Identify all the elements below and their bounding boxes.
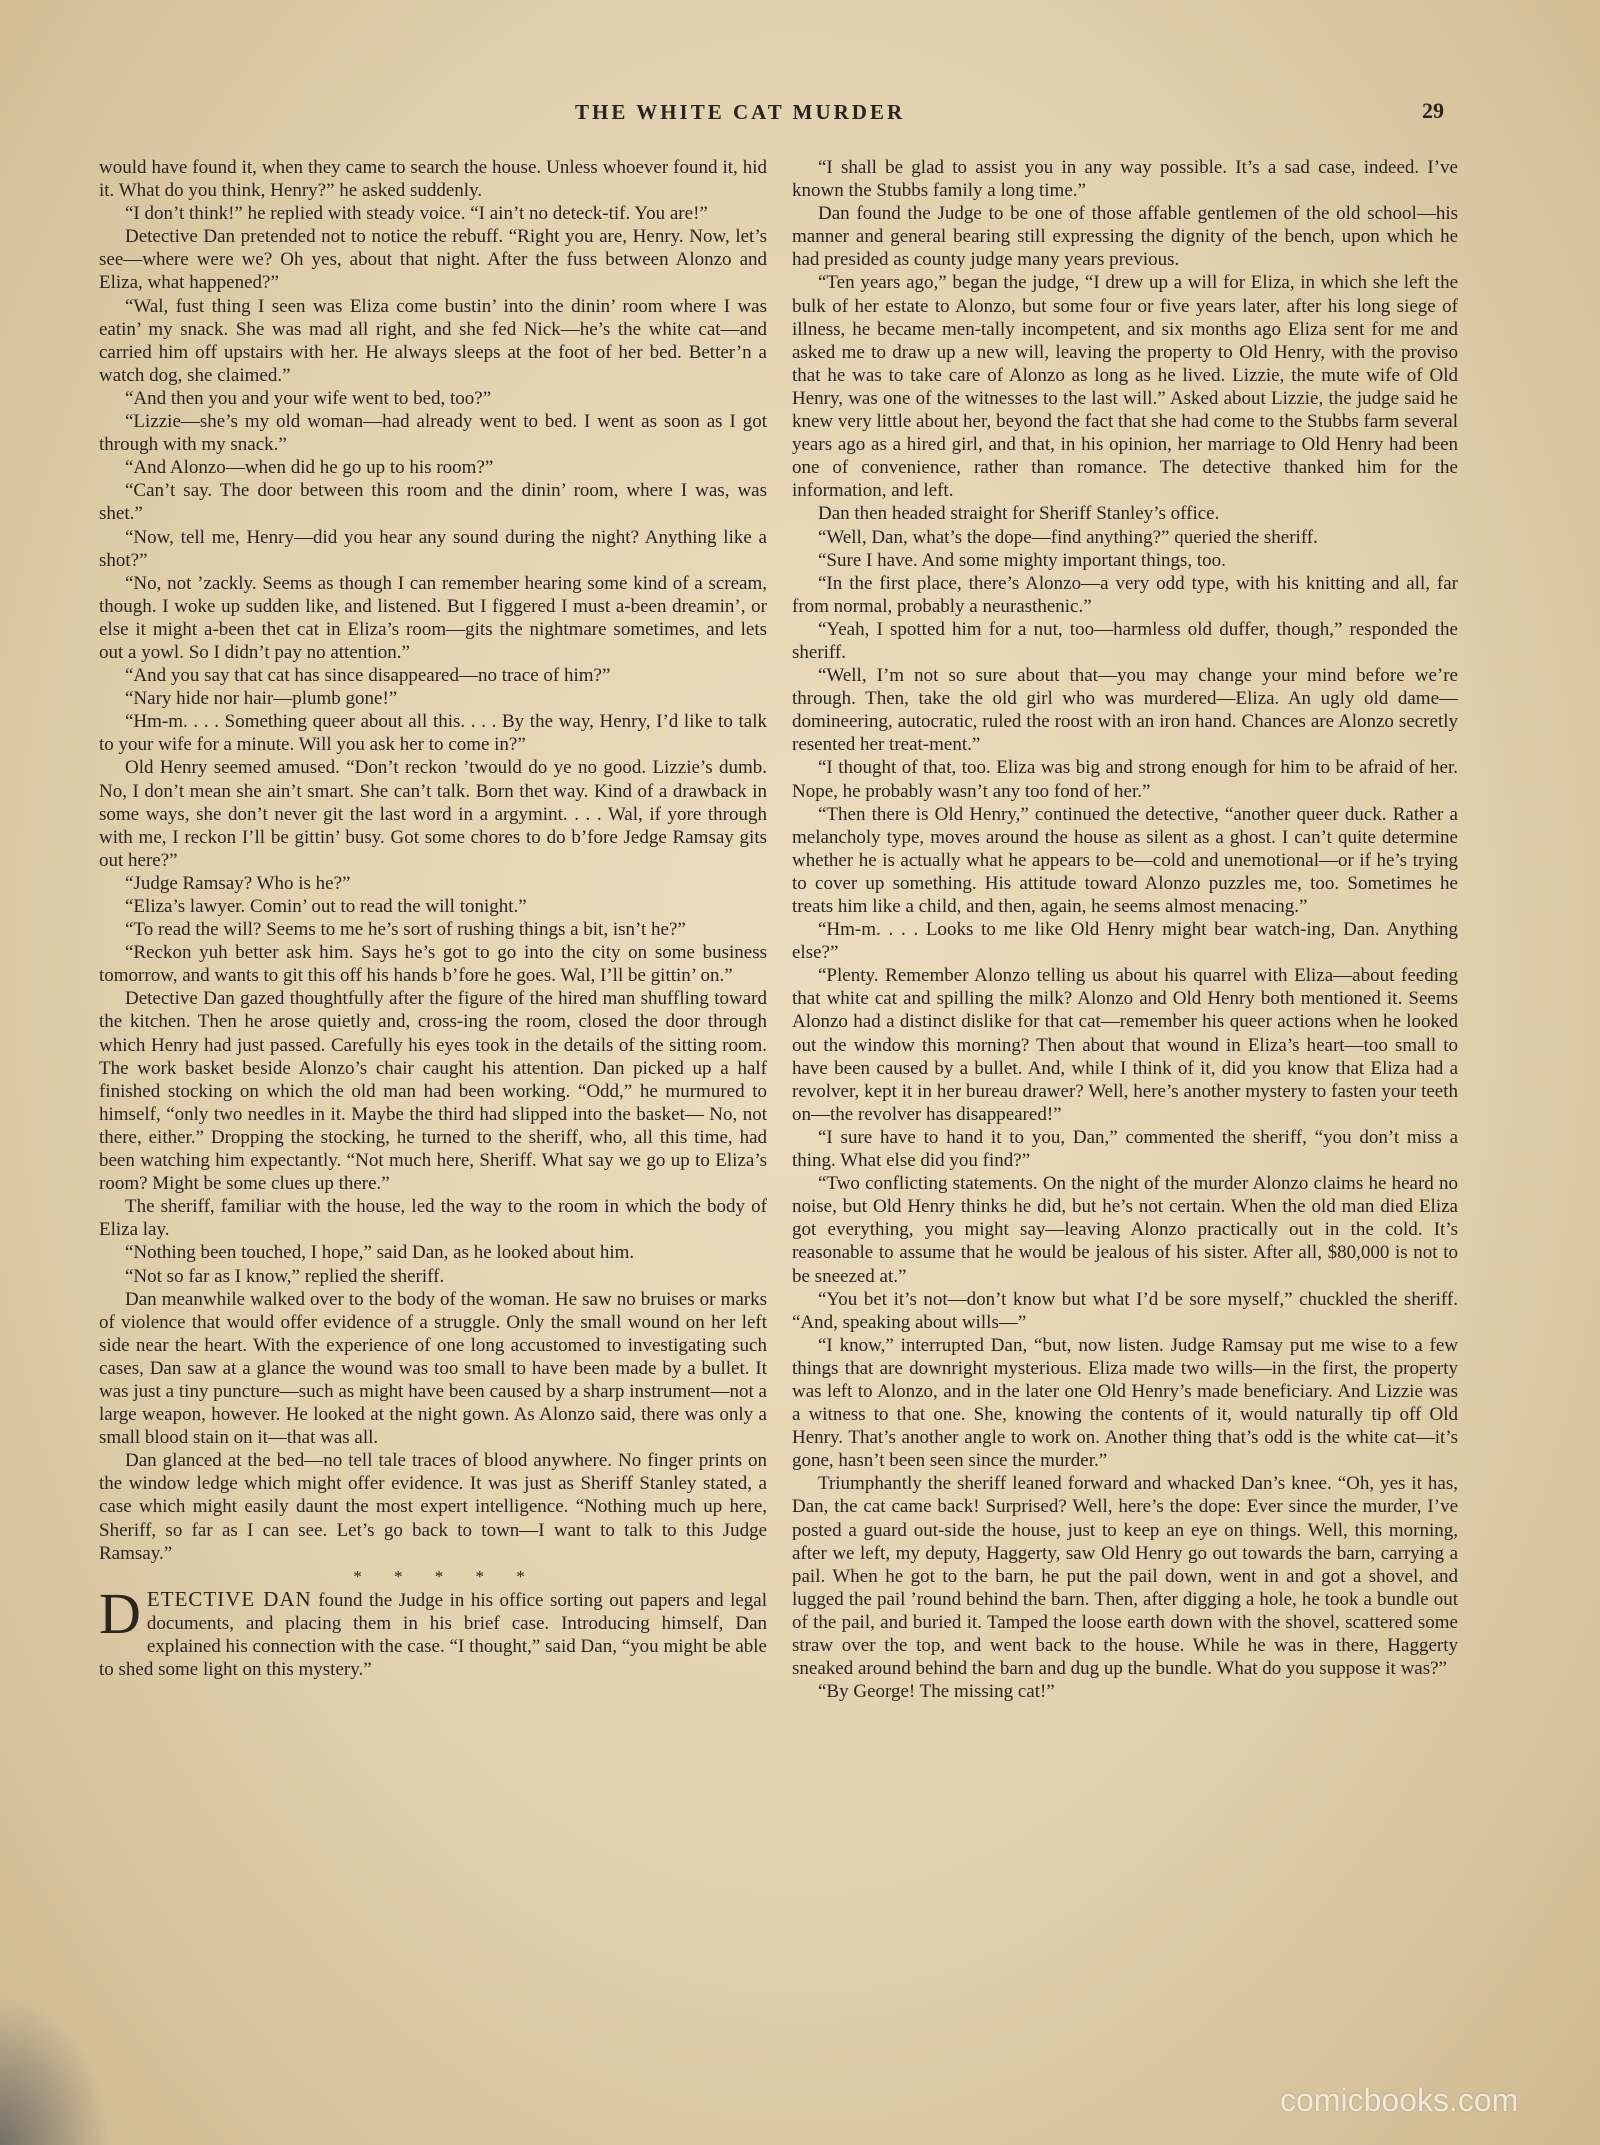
paragraph: “Ten years ago,” began the judge, “I drew up a will for Eliza, in which she left the bulk of her estate to Alonzo, but some four or five years later, after his long siege of illness, he became men-tally incompetent, and six months ago Eliza sent for me and asked me to draw up a new will, leaving the property to Old Henry, with the proviso that he was to take care of Alonzo as long as he lived. Lizzie, the mute wife of Old Henry, was one of the witnesses to the last will.” Asked about Lizzie, the judge said he knew very little about her, beyond the fact that she had come to the Stubbs farm several years ago as a hired girl, and that, in his opinion, her marriage to Old Henry had been one of convenience, rather than romance. The detective thanked him for the information, and left. (792, 272, 1458, 502)
paragraph: “And then you and your wife went to bed, too?” (125, 387, 492, 409)
paragraph: “Not so far as I know,” replied the sheriff. (125, 1265, 445, 1287)
paragraph: “No, not ’zackly. Seems as though I can remember hearing some kind of a scream, though. I woke up sudden like, and listened. But I figgered I must a-been dreamin’, or else it might a-been thet cat in Eliza’s room—gits the nightmare sometimes, and lets out a yowl. So I didn’t pay no attention.” (99, 572, 767, 663)
paragraph: “Hm-m. . . . Something queer about all this. . . . By the way, Henry, I’d like to talk to your wife for a minute. Will you ask her to come in?” (99, 711, 767, 756)
paragraph: Detective Dan pretended not to notice the rebuff. “Right you are, Henry. Now, let’s see—where were we? Oh yes, about that night. After the fuss between Alonzo and Eliza, what happened?” (99, 226, 767, 294)
lead-in-text: ETECTIVE DAN (146, 1586, 312, 1611)
paragraph: “Can’t say. The door between this room and the dinin’ room, where I was, was shet.” (99, 480, 767, 525)
paragraph: “And you say that cat has since disappeared—no trace of him?” (125, 665, 611, 687)
paragraph: “You bet it’s not—don’t know but what I’d be sore myself,” chuckled the sheriff. “And, speaking about wills—” (792, 1288, 1458, 1333)
paragraph: “By George! The missing cat!” (818, 1681, 1055, 1703)
page-edge-shadow (0, 1995, 110, 2145)
paragraph: “I don’t think!” he replied with steady voice. “I ain’t no deteck-tif. You are!” (125, 203, 708, 225)
paragraph: “Eliza’s lawyer. Comin’ out to read the will tonight.” (125, 896, 527, 917)
paragraph: “Now, tell me, Henry—did you hear any sound during the night? Anything like a shot?” (99, 526, 767, 571)
paragraph: would have found it, when they came to search the house. Unless whoever found it, hid it. What do you think, Henry?” he asked suddenly. (99, 157, 767, 202)
paragraph: “Well, I’m not so sure about that—you may change your mind before we’re through. Then, take the old girl who was murdered—Eliza. An ugly old dame—domineering, autocratic, ruled the roost with an iron hand. Chances are Alonzo secretly resented her treat-ment.” (792, 665, 1458, 756)
paragraph: “And Alonzo—when did he go up to his room?” (125, 457, 494, 479)
paragraph: “Hm-m. . . . Looks to me like Old Henry might bear watch-ing, Dan. Anything else?” (792, 919, 1458, 964)
paragraph: “I shall be glad to assist you in any way possible. It’s a sad case, indeed. I’ve known the Stubbs family a long time.” (792, 157, 1458, 202)
watermark: comicbooks.com (1280, 2082, 1519, 2118)
paragraph: “Lizzie—she’s my old woman—had already went to bed. I went as soon as I got through with my snack.” (99, 411, 767, 456)
paragraph: “Nothing been touched, I hope,” said Dan, as he looked about him. (125, 1242, 635, 1264)
paragraph: “Plenty. Remember Alonzo telling us about his quarrel with Eliza—about feeding that white cat and spilling the milk? Alonzo and Old Henry both mentioned it. Seems Alonzo had a distinct dislike for that cat—remember his queer actions when he looked out the window this morning? Then about that wound in Eliza’s heart—too small to have been caused by a bullet. And, while I think of it, did you know that Eliza had a revolver, kept it in her bureau drawer? Well, here’s another mystery to fasten your teeth on—the revolver has disappeared!” (792, 965, 1458, 1125)
section-break: * * * * * (353, 1566, 539, 1586)
paragraph: “I know,” interrupted Dan, “but, now listen. Judge Ramsay put me wise to a few things that are downright mysterious. Eliza made two wills—in the first, the property was left to Alonzo, and in the later one Old Henry’s made beneficiary. And Lizzie was a witness to that one. She, knowing the contents of it, would naturally tip off Old Henry. That’s another angle to work on. Another thing that’s odd is the white cat—it’s gone, hasn’t been seen since the murder.” (792, 1334, 1458, 1472)
paragraph: Dan glanced at the bed—no tell tale traces of blood anywhere. No finger prints on the window ledge which might offer evidence. It was just as Sheriff Stanley stated, a case which might easily daunt the most expert intelligence. “Nothing much up here, Sheriff, so far as I can see. Let’s go back to town—I want to talk to this Judge Ramsay.” (99, 1450, 767, 1564)
paragraph: Dan meanwhile walked over to the body of the woman. He saw no bruises or marks of violence that would offer evidence of a struggle. Only the small wound on her left side near the heart. With the experience of one long accustomed to investigating such cases, Dan saw at a glance the wound was too small to have been made by a bullet. It was just a tiny puncture—such as might have been caused by a sharp instrument—not a large weapon, however. He looked at the night gown. As Alonzo said, there was only a small blood stain on it—that was all. (99, 1288, 767, 1449)
paragraph: Old Henry seemed amused. “Don’t reckon ’twould do ye no good. Lizzie’s dumb. No, I don’t mean she ain’t smart. She can’t talk. Born thet way. Kind of a drawback in some ways, she don’t never git the last word in a argymint. . . . Wal, if yore through with me, I reckon I’ll be gittin’ busy. Got some chores to do b’fore Jedge Ramsay gits out here?” (99, 757, 767, 871)
paragraph: Dan found the Judge to be one of those affable gentlemen of the old school—his manner and general bearing still expressing the dignity of the bench, upon which he had presided as county judge many years previous. (792, 203, 1458, 271)
paragraph: The sheriff, familiar with the house, led the way to the room in which the body of Eliza lay. (99, 1196, 767, 1241)
paragraph: Detective Dan gazed thoughtfully after the figure of the hired man shuffling toward the kitchen. Then he arose quietly and, cross-ing the room, closed the door through which Henry had just passed. Carefully his eyes took in the details of the sitting room. The work basket beside Alonzo’s chair caught his attention. Dan picked up a half finished stocking on which the old man had been working. “Odd,” he murmured to himself, “only two needles in it. Maybe the third had slipped into the basket— No, not there, either.” Dropping the stocking, he turned to the sheriff, who, all this time, had been watching him expectantly. “Not much here, Sheriff. What say we go up to Eliza’s room? Might be some clues up there.” (99, 988, 767, 1195)
paragraph: “Wal, fust thing I seen was Eliza come bustin’ into the dinin’ room where I was eatin’ my snack. She was mad all right, and she fed Nick—he’s the white cat—and carried him off upstairs with her. He always sleeps at the foot of her bed. Better’n a watch dog, she claimed.” (99, 295, 767, 386)
paragraph: “To read the will? Seems to me he’s sort of rushing things a bit, isn’t he?” (125, 919, 686, 941)
paragraph: “Yeah, I spotted him for a nut, too—harmless old duffer, though,” responded the sheriff. (792, 618, 1458, 663)
paragraph: “Sure I have. And some mighty important things, too. (818, 549, 1226, 571)
paragraph: “Judge Ramsay? Who is he?” (125, 872, 351, 894)
paragraph: “In the first place, there’s Alonzo—a very odd type, with his knitting and all, far from normal, probably a neurasthenic.” (792, 572, 1458, 617)
page-number: 29 (1422, 98, 1444, 123)
paragraph: “Then there is Old Henry,” continued the detective, “another queer duck. Rather a melancholy type, moves around the house as silent as a ghost. I can’t quite determine whether he is actually what he appears to be—cold and unemotional—or if he’s trying to cover up something. His attitude toward Alonzo puzzles me, too. Sometimes he treats him like a child, and then, again, he seems almost menacing.” (792, 803, 1458, 917)
paragraph: “I thought of that, too. Eliza was big and strong enough for him to be afraid of her. Nope, he probably wasn’t any too fond of her.” (792, 757, 1458, 802)
paragraph: “Two conflicting statements. On the night of the murder Alonzo claims he heard no noise, but Old Henry thinks he did, but he’s not certain. When the old man died Eliza got everything, you might say—leaving Alonzo practically out in the cold. It’s reasonable to assume that he would be jealous of his sister. After all, $80,000 is not to be sneezed at.” (792, 1173, 1458, 1287)
paragraph: Triumphantly the sheriff leaned forward and whacked Dan’s knee. “Oh, yes it has, Dan, the cat came back! Surprised? Well, here’s the dope: Ever since the murder, I’ve posted a guard out-side the house, just to keep an eye on things. Well, this morning, after we left, my deputy, Haggerty, saw Old Henry go out towards the barn, carrying a pail. When he got to the barn, he put the pail down, went in and got a shovel, and lugged the pail ’round behind the barn. Then, after digging a hole, he took a bundle out of the pail, and buried it. Tamped the loose earth down with the shovel, scattered some straw over the top, and went back to the house. While he was in there, Haggerty sneaked around behind the barn and dug up the bundle. What do you suppose it was?” (792, 1473, 1458, 1680)
opening-text: found the Judge in his office sorting out papers and legal documents, and placing them in his brief case. Introducing himself, Dan explained his connection with the case. “I thought,” said Dan, “you might be able to shed some light on this mystery.” (99, 1589, 767, 1681)
paragraph: Dan then headed straight for Sheriff Stanley’s office. (818, 503, 1220, 525)
section-opening-paragraph (99, 1580, 767, 1681)
paragraph: “Nary hide nor hair—plumb gone!” (125, 688, 398, 710)
running-title: THE WHITE CAT MURDER (575, 100, 906, 124)
paragraph: “Well, Dan, what’s the dope—find anything?” queried the sheriff. (818, 526, 1318, 548)
drop-cap: D (99, 1580, 141, 1646)
paragraph: “I sure have to hand it to you, Dan,” commented the sheriff, “you don’t miss a thing. What else did you find?” (792, 1126, 1458, 1172)
paragraph: “Reckon yuh better ask him. Says he’s got to go into the city on some business tomorrow, and wants to git this off his hands b’fore he goes. Wal, I’ll be gittin’ on.” (99, 942, 767, 987)
right-column (792, 156, 1458, 2036)
left-column (99, 156, 767, 2036)
